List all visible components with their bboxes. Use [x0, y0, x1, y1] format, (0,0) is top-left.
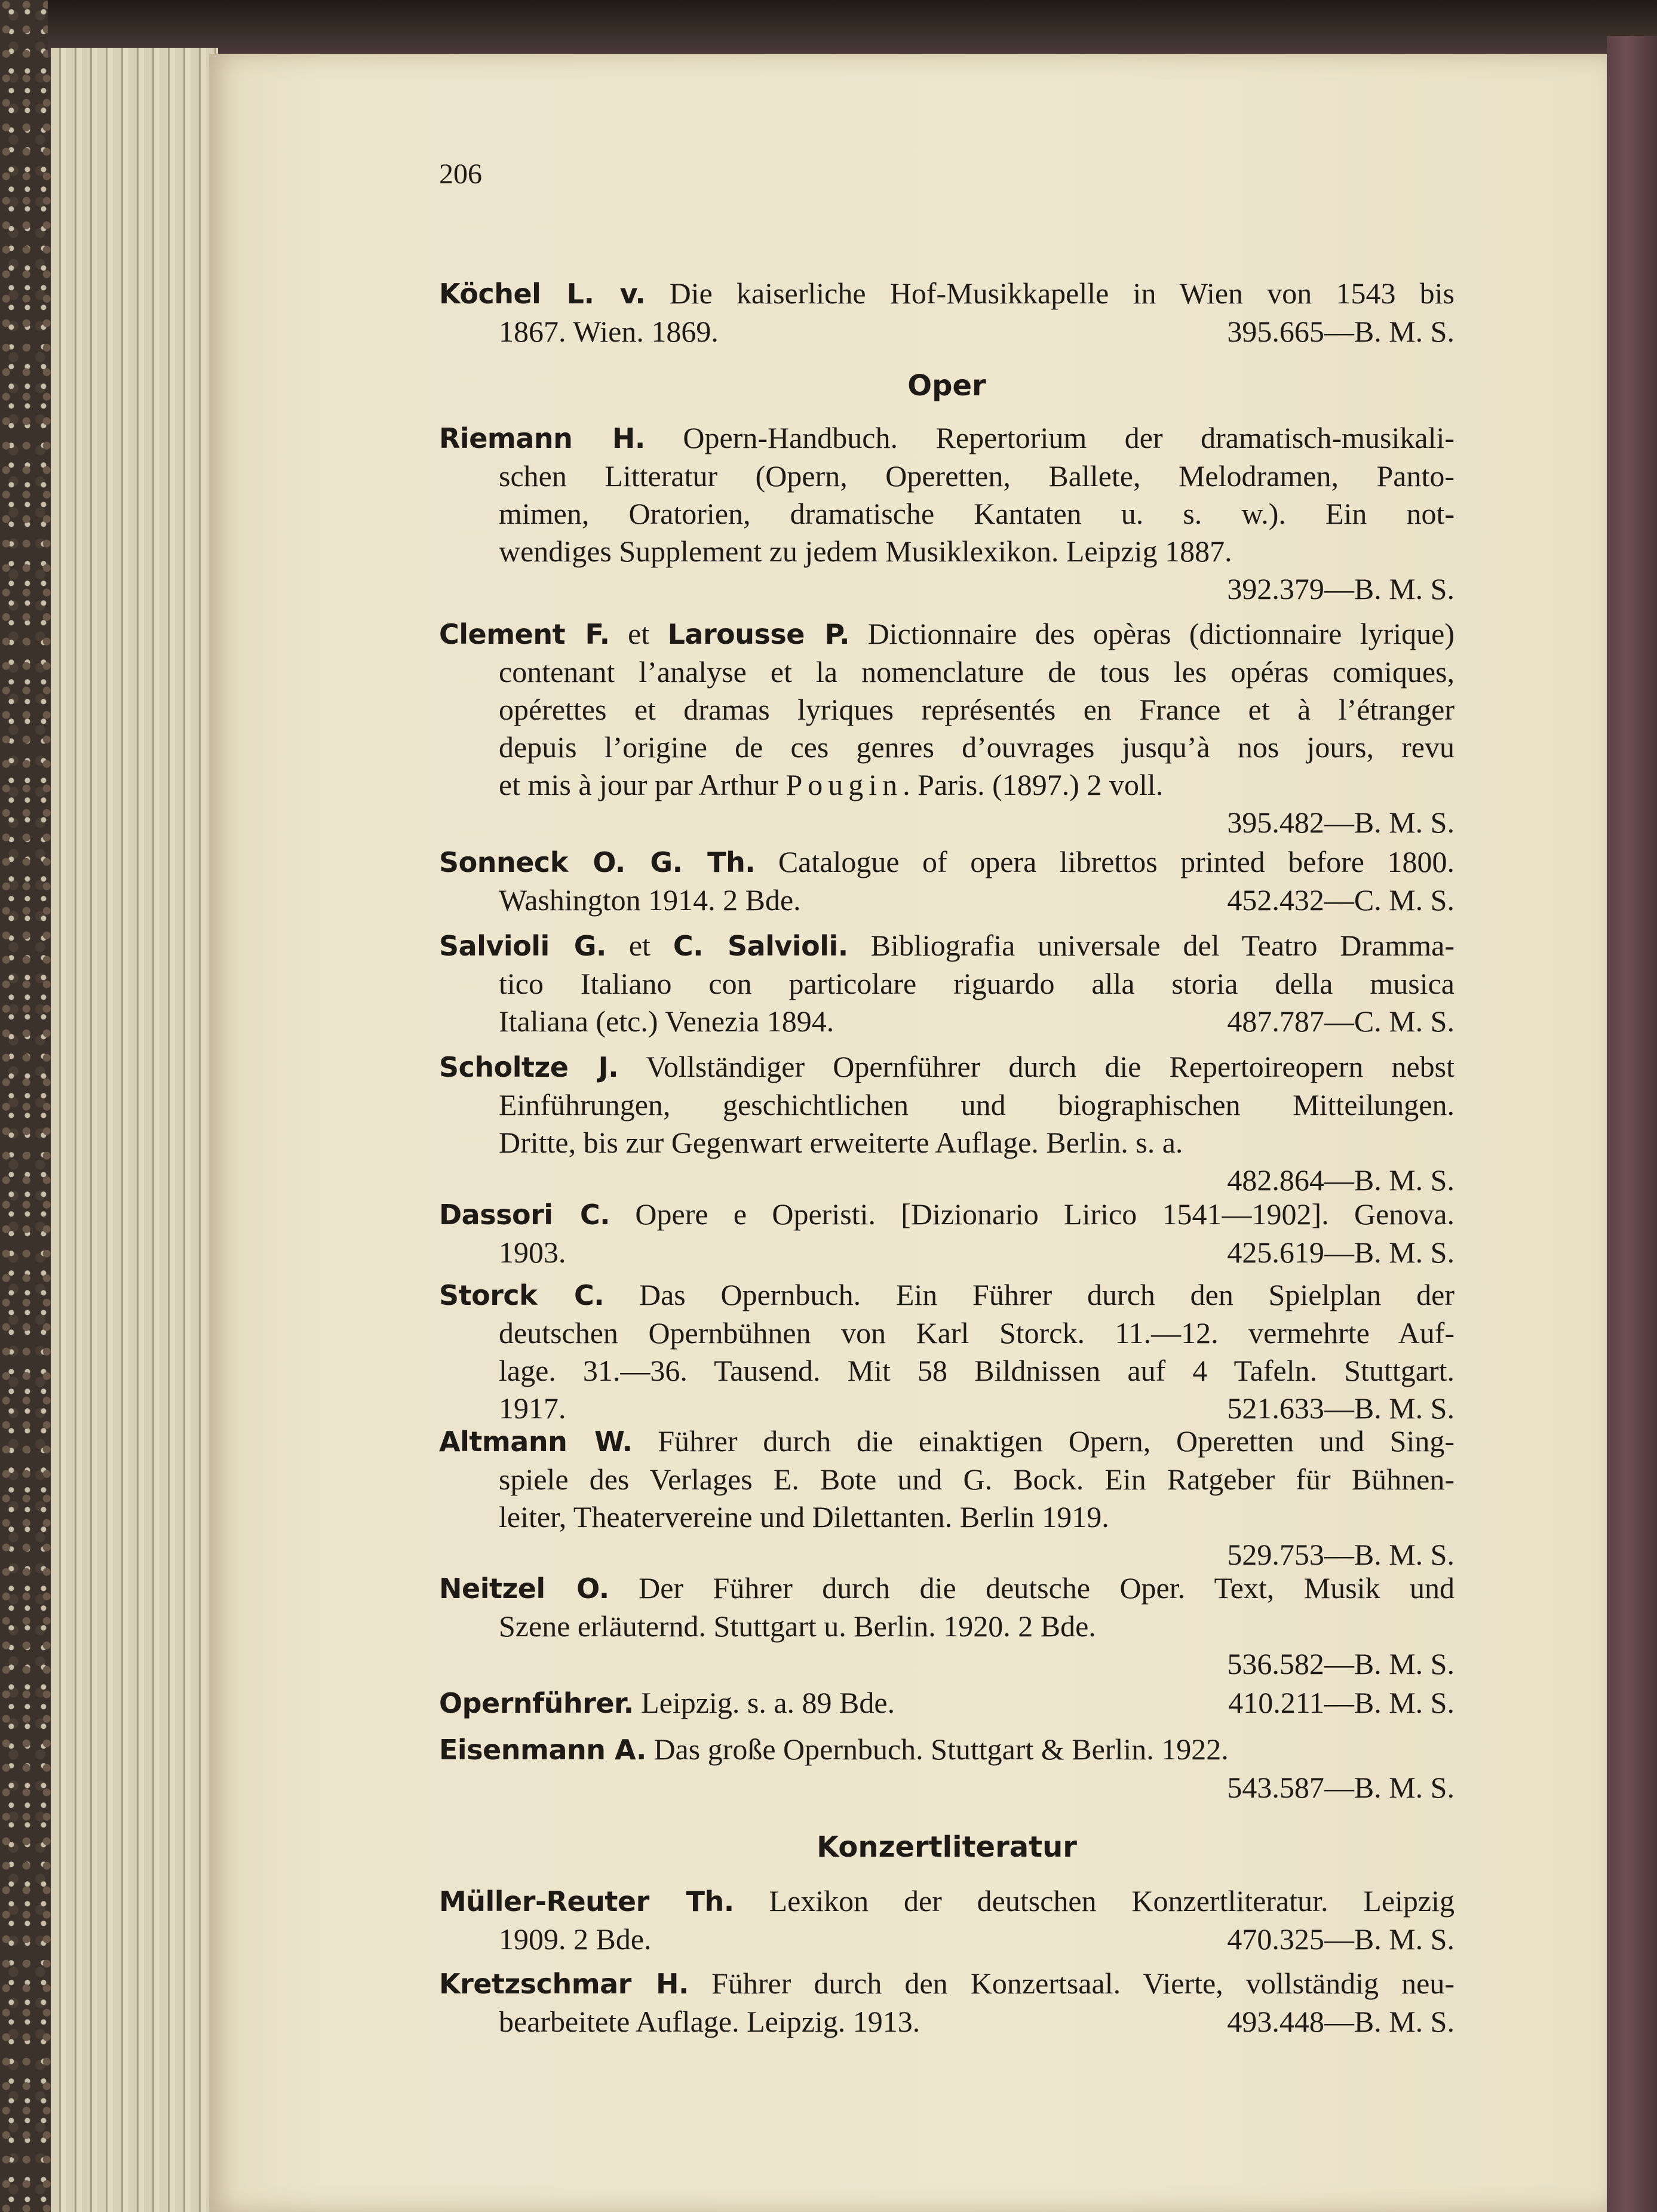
author-name: Clement F. — [439, 618, 610, 650]
entry-sonneck: Sonneck O. G. Th. Catalogue of opera librettos printed before 1800. Washington 1914. 2 Bde. 452.432—C. M. S. — [439, 843, 1455, 919]
entry-storck: Storck C. Das Opernbuch. Ein Führer durch den Spielplan der deutschen Opernbühnen von Karl Storck. 11.—12. vermehrte Auf- lage. 31.—36. Tausend. Mit 58 Bildnissen auf 4 Tafeln. Stuttgart. 1917. 521.633—B. M. S. — [439, 1276, 1455, 1427]
author-name: Storck C. — [439, 1279, 605, 1311]
book-page — [209, 54, 1607, 2212]
shelf-signature: 493.448—B. M. S. — [1227, 2005, 1455, 2038]
page-stack-edge — [51, 48, 218, 2212]
entry-neitzel: Neitzel O. Der Führer durch die deutsche Oper. Text, Musik und Szene erläuternd. Stuttgart u. Berlin. 1920. 2 Bde. 536.582—B. M. S. — [439, 1569, 1455, 1683]
author-name: Altmann W. — [439, 1425, 633, 1458]
book-cover-right — [1607, 36, 1657, 2212]
shelf-signature: 395.665—B. M. S. — [1227, 315, 1455, 348]
shelf-signature: 521.633—B. M. S. — [1227, 1391, 1455, 1425]
author-name: Neitzel O. — [439, 1572, 609, 1605]
entry-koechel: Köchel L. v. Die kaiserliche Hof-Musikkapelle in Wien von 1543 bis 1867. Wien. 1869. 395.665—B. M. S. — [439, 275, 1455, 351]
author-name: Köchel L. v. — [439, 278, 646, 310]
entry-scholtze: Scholtze J. Vollständiger Opernführer durch die Repertoireopern nebst Einführungen, geschichtlichen und biographischen Mitteilungen. Dritte, bis zur Gegenwart erweiterte Auflage. Berlin. s. a. 482.864—B. M. S. — [439, 1048, 1455, 1199]
entry-riemann: Riemann H. Opern-Handbuch. Repertorium der dramatisch-musikali- schen Litteratur (Opern, Operetten, Ballete, Melodramen, Panto- mimen, Oratorien, dramatische Kantaten u. s. w.). Ein not- wendiges Supplement zu jedem Musiklexikon. Leipzig 1887. 392.379—B. M. S. — [439, 419, 1455, 608]
section-heading-oper: Oper — [907, 369, 986, 403]
entry-dassori: Dassori C. Opere e Operisti. [Dizionario Lirico 1541—1902]. Genova. 1903. 425.619—B. M. S. — [439, 1196, 1455, 1271]
author-name-2: Larousse P. — [667, 618, 850, 650]
shelf-signature: 392.379—B. M. S. — [1227, 572, 1455, 606]
author-name: Sonneck O. G. Th. — [439, 846, 756, 878]
author-name: Müller-Reuter Th. — [439, 1885, 734, 1918]
shelf-signature: 395.482—B. M. S. — [1227, 806, 1455, 839]
shelf-signature: 529.753—B. M. S. — [1227, 1538, 1455, 1571]
shelf-signature: 425.619—B. M. S. — [1227, 1236, 1455, 1269]
entry-altmann: Altmann W. Führer durch die einaktigen Opern, Operetten und Sing- spiele des Verlages E. Bote und G. Bock. Ein Ratgeber für Bühnen- leiter, Theatervereine und Dilettanten. Berlin 1919. 529.753—B. M. S. — [439, 1423, 1455, 1574]
entry-salvioli: Salvioli G. et C. Salvioli. Bibliografia universale del Teatro Dramma- tico Italiano con particolare riguardo alla storia della musica Italiana (etc.) Venezia 1894. 487.787—C. M. S. — [439, 927, 1455, 1040]
author-name-2: C. Salvioli. — [673, 930, 848, 962]
section-heading-konzertliteratur: Konzertliteratur — [817, 1830, 1077, 1864]
entry-kretzschmar: Kretzschmar H. Führer durch den Konzertsaal. Vierte, vollständig neu- bearbeitete Auflage. Leipzig. 1913. 493.448—B. M. S. — [439, 1965, 1455, 2041]
entry-mueller-reuter: Müller-Reuter Th. Lexikon der deutschen Konzertliteratur. Leipzig 1909. 2 Bde. 470.325—B. M. S. — [439, 1882, 1455, 1958]
shelf-signature: 543.587—B. M. S. — [1227, 1771, 1455, 1804]
page-number: 206 — [439, 158, 482, 190]
shelf-signature: 487.787—C. M. S. — [1227, 1004, 1455, 1038]
entry-clement: Clement F. et Larousse P. Dictionnaire des opèras (dictionnaire lyrique) contenant l’analyse et la nomenclature de tous les opéras comiques, opérettes et dramas lyriques représentés en France et à l’étranger depuis l’origine de ces genres d’ouvrages jusqu’à nos jours, revu et mis à jour par Arthur Pougin. Paris. (1897.) 2 voll. 395.482—B. M. S. — [439, 615, 1455, 841]
author-name: Opernführer. — [439, 1687, 634, 1719]
book-binding — [0, 0, 54, 2212]
shelf-signature: 410.211—B. M. S. — [1228, 1686, 1455, 1719]
author-name: Scholtze J. — [439, 1051, 619, 1083]
shelf-signature: 482.864—B. M. S. — [1227, 1163, 1455, 1197]
shelf-signature: 536.582—B. M. S. — [1227, 1647, 1455, 1680]
author-name: Eisenmann A. — [439, 1734, 646, 1766]
shelf-signature: 470.325—B. M. S. — [1227, 1922, 1455, 1956]
entry-opernfuehrer: Opernführer. Leipzig. s. a. 89 Bde. 410.211—B. M. S. — [439, 1684, 1455, 1722]
author-name: Dassori C. — [439, 1199, 610, 1231]
shelf-signature: 452.432—C. M. S. — [1227, 883, 1455, 917]
author-name: Salvioli G. — [439, 930, 606, 962]
author-name: Riemann H. — [439, 422, 645, 454]
entry-eisenmann: Eisenmann A. Das große Opernbuch. Stuttgart & Berlin. 1922. 543.587—B. M. S. — [439, 1731, 1455, 1807]
book-top-edge — [48, 0, 1657, 57]
author-name: Kretzschmar H. — [439, 1968, 689, 2000]
